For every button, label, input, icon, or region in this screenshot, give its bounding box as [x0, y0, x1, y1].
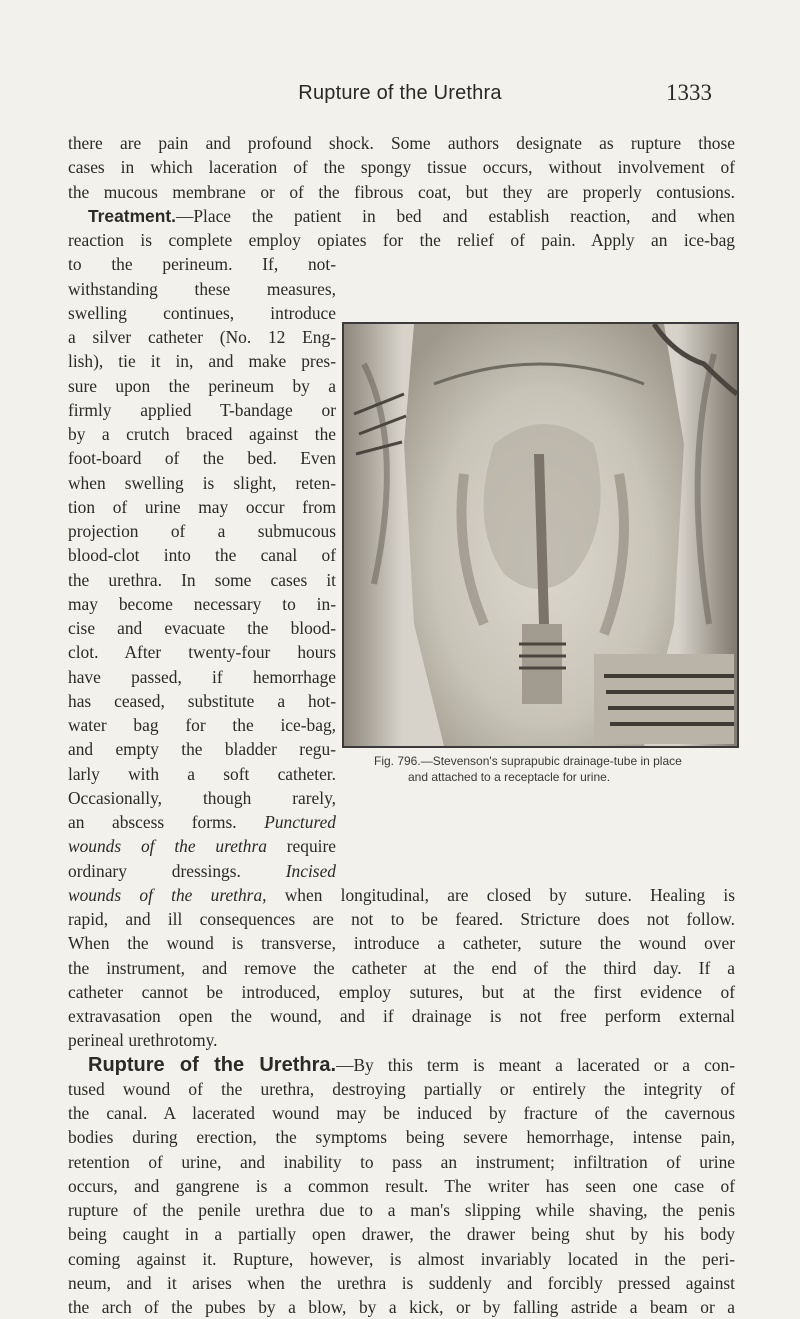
paragraph-line [68, 495, 336, 519]
text-run: rapid, and ill consequences are not to be feared. Stricture does not follow. [68, 909, 735, 929]
text-run: have passed, if hemorrhage [68, 667, 336, 687]
text-run: water bag for the ice-bag, [68, 715, 336, 735]
paragraph-line [68, 301, 336, 325]
paragraph-line [68, 1028, 735, 1052]
text-run: tused wound of the urethra, destroying partially or entirely the integrity of [68, 1079, 735, 1099]
text-run: the arch of the pubes by a blow, by a kick, or by falling astride a beam or a [68, 1297, 735, 1317]
text-run: retention of urine, and inability to pass an instrument; infiltration of urine [68, 1152, 735, 1172]
paragraph-line [68, 1004, 735, 1028]
text-run: cases in which laceration of the spongy tissue occurs, without involvement of [68, 157, 735, 177]
paragraph-line [68, 1222, 735, 1246]
figure-caption-line-1: Fig. 796.—Stevenson's suprapubic drainage-tube in place [374, 754, 682, 768]
paragraph-line [68, 252, 336, 276]
paragraph-line [68, 325, 336, 349]
treatment-line [88, 204, 735, 228]
text-run: tion of urine may occur from [68, 497, 336, 517]
text-run: ordinary dressings. [68, 861, 286, 881]
text-run: occurs, and gangrene is a common result. The writer has seen one case of [68, 1176, 735, 1196]
paragraph-line [68, 568, 336, 592]
text-run: the instrument, and remove the catheter at the end of the third day. If a [68, 958, 735, 978]
figure-caption-line-2: and attached to a receptacle for urine. [408, 770, 611, 784]
text-run: extravasation open the wound, and if drainage is not free perform external [68, 1006, 735, 1026]
paragraph-line [68, 180, 735, 204]
paragraph-line [68, 1174, 735, 1198]
text-run: reaction is complete employ opiates for the relief of pain. Apply an ice-bag [68, 230, 735, 250]
paragraph-line [68, 519, 336, 543]
paragraph-line [68, 640, 336, 664]
paragraph-line [68, 762, 336, 786]
text-run: perineal urethrotomy. [68, 1030, 218, 1050]
paragraph-line [68, 980, 735, 1004]
text-run: the urethra. In some cases it [68, 570, 336, 590]
paragraph-line [68, 1101, 735, 1125]
text-run: —Place the patient in bed and establish reaction, and when [175, 206, 735, 226]
text-run: being caught in a partially open drawer, the drawer being shut by his body [68, 1224, 735, 1244]
text-run: Punctured [264, 812, 336, 832]
paragraph-line [68, 859, 336, 883]
text-run: swelling continues, introduce [68, 303, 336, 323]
paragraph-line [68, 1198, 735, 1222]
paragraph-line [68, 422, 336, 446]
text-run: —By this term is meant a lacerated or a con- [336, 1055, 735, 1075]
paragraph-line [68, 713, 336, 737]
paragraph-line [68, 810, 336, 834]
text-run: wounds of the urethra, [68, 885, 267, 905]
text-run: blood-clot into the canal of [68, 545, 336, 565]
paragraph-line [68, 543, 336, 567]
text-run: has ceased, substitute a hot- [68, 691, 336, 711]
text-run: to the perineum. If, not- [68, 254, 336, 274]
text-run: neum, and it arises when the urethra is suddenly and forcibly pressed against [68, 1273, 735, 1293]
text-run: Occasionally, though rarely, [68, 788, 336, 808]
text-run: when swelling is slight, reten- [68, 473, 336, 493]
paragraph-line [68, 1271, 735, 1295]
text-run: by a crutch braced against the [68, 424, 336, 444]
paragraph-line [68, 1295, 735, 1319]
paragraph-line [68, 689, 336, 713]
text-run: may become necessary to in- [68, 594, 336, 614]
text-run: larly with a soft catheter. [68, 764, 336, 784]
paragraph-line [68, 155, 735, 179]
text-run: clot. After twenty-four hours [68, 642, 336, 662]
paragraph-line [68, 883, 735, 907]
text-run: Incised [285, 861, 336, 881]
text-run: when longitudinal, are closed by suture. Healing is [266, 885, 735, 905]
paragraph-line [68, 349, 336, 373]
text-run: an abscess forms. [68, 812, 265, 832]
paragraph-line [68, 374, 336, 398]
paragraph-line [68, 737, 336, 761]
text-run: a silver catheter (No. 12 Eng- [68, 327, 336, 347]
figure-illustration [344, 324, 737, 746]
paragraph-line [68, 956, 735, 980]
paragraph-line [68, 446, 336, 470]
paragraph-line [68, 1125, 735, 1149]
text-run: and empty the bladder regu- [68, 739, 336, 759]
text-run: firmly applied T-bandage or [68, 400, 336, 420]
paragraph-line [68, 471, 336, 495]
text-run: lish), tie it in, and make pres- [68, 351, 336, 371]
text-run: foot-board of the bed. Even [68, 448, 336, 468]
text-run: When the wound is transverse, introduce a catheter, suture the wound over [68, 933, 735, 953]
text-run: projection of a submucous [68, 521, 336, 541]
text-run: there are pain and profound shock. Some authors designate as rupture those [68, 133, 735, 153]
rupture-heading: Rupture of the Urethra. [88, 1054, 337, 1076]
paragraph-line [68, 907, 735, 931]
paragraph-line [68, 616, 336, 640]
paragraph-line [68, 1077, 735, 1101]
paragraph-line [68, 834, 336, 858]
page-number: 1333 [666, 80, 712, 105]
paragraph-line [68, 398, 336, 422]
running-header: Rupture of the Urethra [298, 82, 502, 104]
paragraph-line [68, 786, 336, 810]
text-run: catheter cannot be introduced, employ sutures, but at the first evidence of [68, 982, 735, 1002]
paragraph-line [68, 277, 336, 301]
paragraph-line [68, 592, 336, 616]
text-run: require [266, 836, 336, 856]
paragraph-line [68, 131, 735, 155]
paragraph-line [68, 1150, 735, 1174]
rupture-line [88, 1053, 735, 1077]
paragraph-line [68, 665, 336, 689]
text-run: sure upon the perineum by a [68, 376, 336, 396]
text-run: cise and evacuate the blood- [68, 618, 336, 638]
treatment-heading: Treatment. [88, 206, 176, 226]
paragraph-line [68, 931, 735, 955]
figure-photograph [342, 322, 739, 748]
text-run: rupture of the penile urethra due to a man's slipping while shaving, the penis [68, 1200, 735, 1220]
paragraph-line [68, 1247, 735, 1271]
text-run: the mucous membrane or of the fibrous coat, but they are properly contusions. [68, 182, 735, 202]
text-run: coming against it. Rupture, however, is almost invariably located in the peri- [68, 1249, 735, 1269]
text-run: wounds of the urethra [68, 836, 267, 856]
text-run: withstanding these measures, [68, 279, 336, 299]
paragraph-line [68, 228, 735, 252]
text-run: the canal. A lacerated wound may be induced by fracture of the cavernous [68, 1103, 735, 1123]
text-run: bodies during erection, the symptoms being severe hemorrhage, intense pain, [68, 1127, 735, 1147]
